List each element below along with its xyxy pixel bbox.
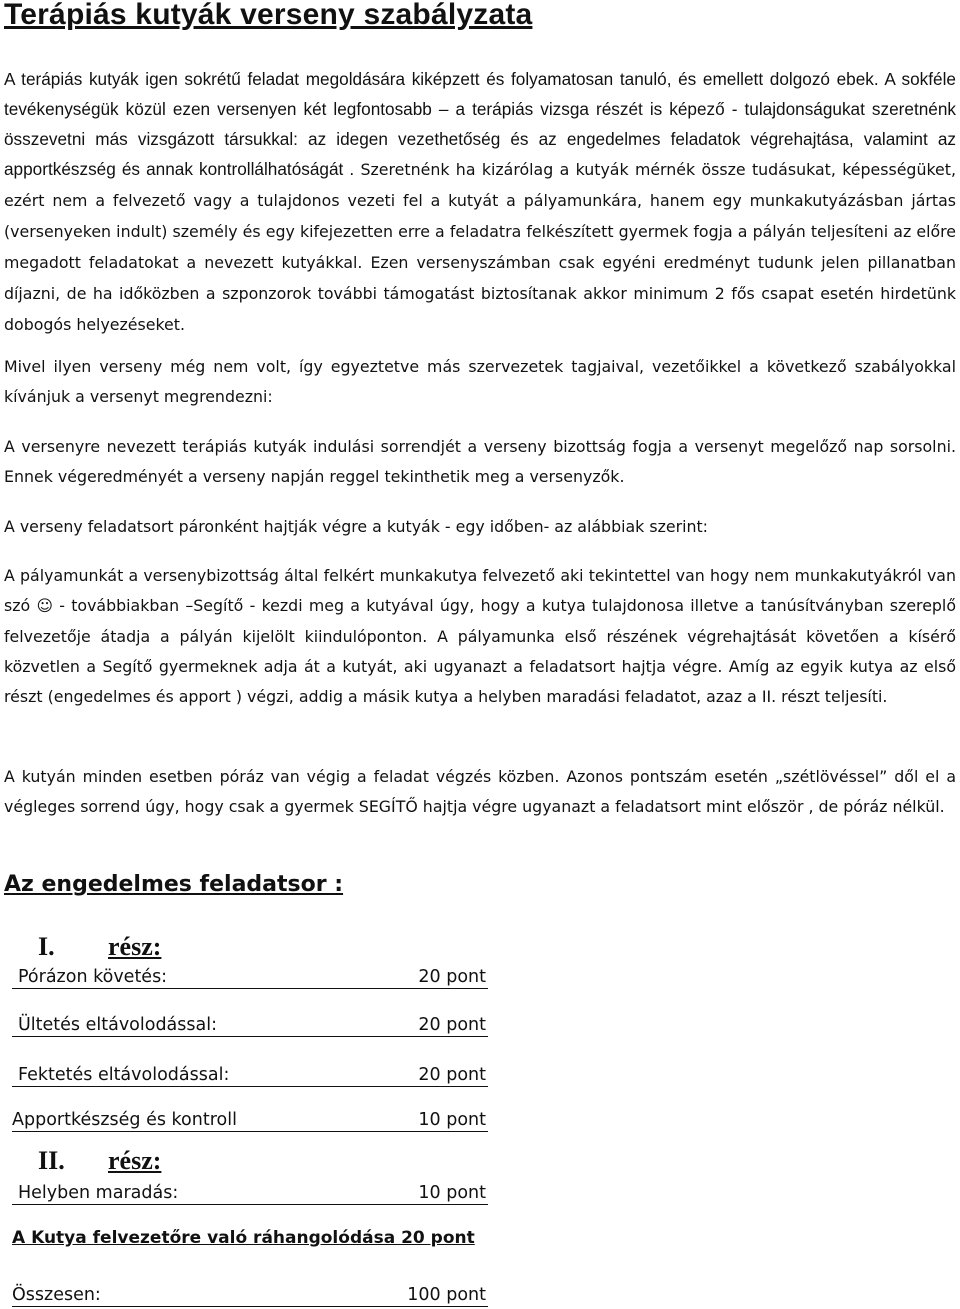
obedience-heading: Az engedelmes feladatsor :	[4, 872, 344, 897]
total-label: Összesen:	[12, 1285, 101, 1305]
score-row-points: 20 pont	[418, 1065, 486, 1085]
intro-paragraph	[4, 64, 956, 340]
score-row-dog-attunement: A Kutya felvezetőre való ráhangolódása 20 pont	[12, 1228, 475, 1248]
paragraph-course-work: A pályamunkát a versenybizottság által felkért munkakutya felvezető aki tekintettel van hogy nem munkakutyákról van szó ☺ - továbbiakban –Segítő - kezdi meg a kutyával úgy, hogy a kutya tulajdonosa illetve a tanúsítványban szereplő felvezetője átadja a pályán kijelölt kiindulóponton. A pályamunka első részének végrehajtását követően a kísérő közvetlen a Segítő gyermeknek adja át a kutyát, aki ugyanazt a feladatsort hajtja végre. Amíg az egyik kutya az első részt (engedelmes és apport ) végzi, addig a másik kutya a helyben maradási feladatot, azaz a II. részt teljesíti.	[4, 566, 956, 707]
score-row-label: Helyben maradás:	[18, 1183, 179, 1203]
score-row-total	[12, 1280, 488, 1307]
score-row-label: Pórázon követés:	[18, 967, 168, 987]
section-1-heading	[38, 932, 161, 962]
score-row-points: 20 pont	[418, 1015, 486, 1035]
document-title: Terápiás kutyák verseny szabályzata	[4, 0, 533, 31]
section-2-heading	[38, 1146, 161, 1176]
score-row-down-away	[12, 1060, 488, 1087]
score-row-points: 20 pont	[418, 967, 486, 987]
score-row-points: 10 pont	[418, 1110, 486, 1130]
paragraph-pairs: A verseny feladatsort páronként hajtják végre a kutyák - egy időben- az alábbiak szerint:	[4, 517, 708, 536]
section-2-word: rész:	[108, 1146, 162, 1175]
intro-part-1: A terápiás kutyák igen sokrétű feladat megoldására kiképzett és folyamatosan tanuló, és emellett dolgozó ebek. A sokféle tevékenységük közül ezen versenyen két legfontosabb – a terápiás vizsga részét is képező - tulajdonságukat szeretnénk összevetni más vizsgázott társukkal: az idegen vezethetőség és az engedelmes feladatok végrehajtása, valamint az apportkészség és annak kontrollálhatóságát .	[4, 69, 956, 179]
score-row-label: Apportkészség és kontroll	[12, 1110, 237, 1130]
total-points: 100 pont	[407, 1285, 486, 1305]
intro-part-2: Szeretnénk ha kizárólag a kutyák mérnék össze tudásukat, képességüket, ezért nem a felvezető vagy a tulajdonos vezeti fel a kutyát a pályamunkára, hanem egy munkakutyázásban jártas (versenyeken indult) személy és egy kifejezetten erre a feladatra felkészített gyermek fogja a pályán teljesíteni az előre megadott feladatokat a nevezett kutyákkal. Ezen versenyszámban csak egyéni eredményt tudunk jelen pillanatban díjazni, de ha időközben a szponzorok további támogatást biztosítanak akkor minimum 2 fős csapat esetén hirdetünk dobogós helyezéseket.	[4, 160, 956, 334]
paragraph-rules-intro: Mivel ilyen verseny még nem volt, így egyeztetve más szervezetek tagjaival, vezetőikkel a következő szabályokkal kívánjuk a versenyt megrendezni:	[4, 357, 956, 407]
score-row-retrieve-control	[12, 1105, 488, 1132]
section-2-number: II.	[38, 1146, 65, 1175]
score-row-label: Fektetés eltávolodással:	[18, 1065, 230, 1085]
paragraph-draw-order: A versenyre nevezett terápiás kutyák indulási sorrendjét a verseny bizottság fogja a versenyt megelőző nap sorsolni. Ennek végeredményét a verseny napján reggel tekinthetik meg a versenyzők.	[4, 437, 956, 487]
paragraph-leash-tiebreak: A kutyán minden esetben póráz van végig a feladat végzés közben. Azonos pontszám esetén „szétlövéssel” dől el a végleges sorrend úgy, hogy csak a gyermek SEGÍTŐ hajtja végre ugyanazt a feladatsort mint először , de póráz nélkül.	[4, 767, 956, 817]
score-row-points: 10 pont	[418, 1183, 486, 1203]
score-row-leash-following	[12, 962, 488, 989]
score-row-sit-away	[12, 1010, 488, 1037]
section-1-word: rész:	[108, 932, 162, 961]
score-row-stay	[12, 1178, 488, 1205]
score-row-label: Ültetés eltávolodással:	[18, 1015, 218, 1035]
section-1-number: I.	[38, 932, 55, 961]
